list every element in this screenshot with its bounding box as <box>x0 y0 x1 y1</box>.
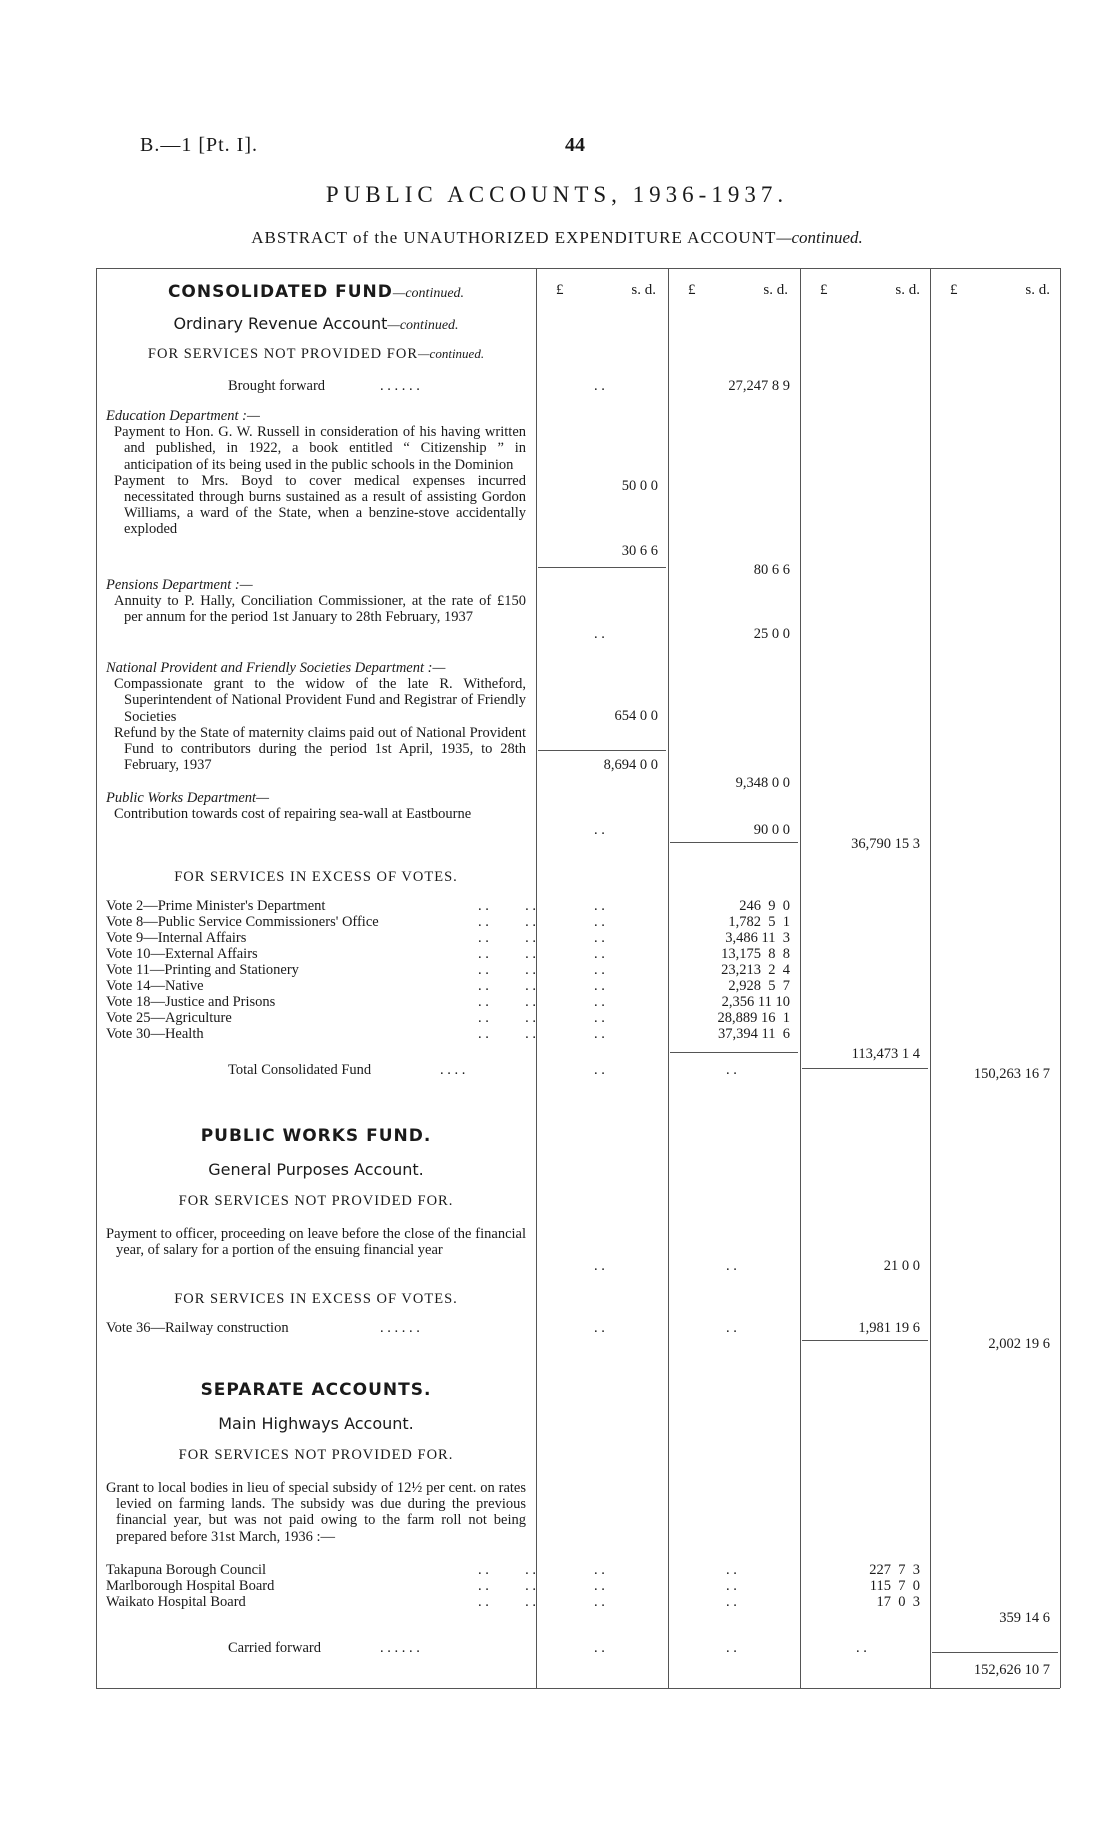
npfs-item1: Compassionate grant to the widow of the late R. Witheford, Superintendent of National Provident Fund and Registrar of Friendly Societies <box>114 676 526 725</box>
separate-sub-heading: Main Highways Account. <box>218 1414 414 1433</box>
education-section <box>106 408 526 538</box>
leader-dots: . . . . <box>478 978 536 994</box>
total-consolidated-rule <box>802 1068 928 1069</box>
separate-heading: SEPARATE ACCOUNTS. <box>200 1380 432 1400</box>
vote-value: 37,394 11 6 <box>718 1026 790 1042</box>
vote-row <box>106 930 536 946</box>
leader-dots: . . . . <box>478 930 536 946</box>
edu-subtotal-rule <box>538 567 666 568</box>
grant-value: 17 0 3 <box>876 1594 920 1610</box>
pwf-item-value: 21 0 0 <box>883 1258 920 1274</box>
leader-dots: . . . . <box>478 1026 536 1042</box>
leader-dots: . . . . . . <box>380 1320 420 1336</box>
document-code: B.—1 [Pt. I]. <box>140 134 258 156</box>
not-provided-heading: FOR SERVICES NOT PROVIDED FOR—continued. <box>147 346 485 362</box>
excess-subtotal-rule <box>670 1052 798 1053</box>
leader-dots: . . <box>726 1578 737 1594</box>
pwf-not-provided-heading: FOR SERVICES NOT PROVIDED FOR. <box>178 1193 454 1209</box>
npfs-item2-value: 8,694 0 0 <box>603 757 658 773</box>
pwf-total-rule <box>802 1340 928 1341</box>
pensions-dept-label: Pensions Department :— <box>106 577 253 593</box>
pension-value: 25 0 0 <box>753 626 790 642</box>
leader-dots: . . <box>594 1258 605 1274</box>
leader-dots: . . <box>726 1062 737 1078</box>
grants-values <box>810 1562 920 1610</box>
npfs-subtotal-rule <box>538 750 666 751</box>
leader-dots: . . . . <box>478 1578 536 1594</box>
grant-label: Waikato Hospital Board <box>106 1594 246 1610</box>
leader-dots: . . <box>594 1320 605 1336</box>
not-provided-subtotal-rule <box>670 842 798 843</box>
grant-row <box>106 1578 536 1594</box>
vote-row <box>106 1026 536 1042</box>
pwf-vote-value: 1,981 19 6 <box>858 1320 920 1336</box>
grant-value: 227 7 3 <box>869 1562 920 1578</box>
education-dept-label: Education Department :— <box>106 408 260 424</box>
col-rule-3 <box>800 268 801 1688</box>
vote-value: 28,889 16 1 <box>717 1010 790 1026</box>
vote-row <box>106 994 536 1010</box>
vote-value: 2,356 11 10 <box>721 994 790 1010</box>
pwf-excess-heading: FOR SERVICES IN EXCESS OF VOTES. <box>174 1291 458 1307</box>
page-title: PUBLIC ACCOUNTS, 1936-1937. <box>325 182 789 207</box>
edu-item2: Payment to Mrs. Boyd to cover medical expenses incurred necessitated through burns sustained as a result of assisting Gordon Williams, a ward of the State, when a benzine-stove accidentally exploded <box>114 472 526 538</box>
page-number: 44 <box>565 134 585 156</box>
pw-section <box>106 790 526 822</box>
leader-dots: . . <box>594 898 605 914</box>
votes-list <box>106 898 536 1042</box>
leader-dots: . . <box>594 1640 605 1656</box>
vote-value: 23,213 2 4 <box>721 962 790 978</box>
separate-not-provided-heading: FOR SERVICES NOT PROVIDED FOR. <box>178 1447 454 1463</box>
leader-dots: . . <box>726 1640 737 1656</box>
page-subtitle <box>0 228 1114 248</box>
pwf-vote-label: Vote 36—Railway construction <box>106 1320 289 1336</box>
leader-dots: . . <box>594 1594 605 1610</box>
npfs-dept-label: National Provident and Friendly Societies Department :— <box>106 660 446 676</box>
vote-label: Vote 14—Native <box>106 978 204 994</box>
subtitle-main: ABSTRACT of the UNAUTHORIZED EXPENDITURE ACCOUNT <box>251 228 777 247</box>
leader-dots: . . . . <box>478 962 536 978</box>
pwf-total-value: 2,002 19 6 <box>988 1336 1050 1352</box>
vote-row <box>106 1010 536 1026</box>
leader-dots: . . <box>594 930 605 946</box>
col1-head: £ s. d. <box>556 282 656 298</box>
not-provided-total: 36,790 15 3 <box>851 836 920 852</box>
pwf-item: Payment to officer, proceeding on leave before the close of the financial year, of salary for a portion of the ensuing financial year <box>106 1226 526 1259</box>
carried-forward-rule <box>932 1652 1058 1653</box>
edu-item2-value: 30 6 6 <box>621 543 658 559</box>
npfs-item1-value: 654 0 0 <box>614 708 658 724</box>
leader-dots: . . <box>726 1320 737 1336</box>
leader-dots: . . <box>594 994 605 1010</box>
vote-label: Vote 30—Health <box>106 1026 204 1042</box>
table-right-rule <box>1060 268 1061 1688</box>
grants-list <box>106 1562 536 1610</box>
total-consolidated-label: Total Consolidated Fund <box>228 1062 372 1078</box>
vote-value: 13,175 8 8 <box>721 946 790 962</box>
pwf-heading: PUBLIC WORKS FUND. <box>200 1126 432 1146</box>
brought-forward-value: 27,247 8 9 <box>728 378 790 394</box>
vote-label: Vote 9—Internal Affairs <box>106 930 247 946</box>
excess-total: 113,473 1 4 <box>851 1046 920 1062</box>
pw-value: 90 0 0 <box>753 822 790 838</box>
col4-head: £ s. d. <box>950 282 1050 298</box>
npfs-section <box>106 660 526 773</box>
ordinary-revenue-heading: Ordinary Revenue Account—continued. <box>173 314 459 333</box>
col-rule-4 <box>930 268 931 1688</box>
edu-item1-value: 50 0 0 <box>621 478 658 494</box>
brought-forward-label: Brought forward <box>228 378 326 394</box>
leader-dots: . . <box>594 946 605 962</box>
leader-dots: . . <box>594 1562 605 1578</box>
vote-label: Vote 8—Public Service Commissioners' Office <box>106 914 379 930</box>
pensions-section <box>106 577 526 626</box>
pwf-sub-heading: General Purposes Account. <box>208 1160 424 1179</box>
vote-label: Vote 2—Prime Minister's Department <box>106 898 326 914</box>
vote-value: 3,486 11 3 <box>725 930 790 946</box>
votes-values <box>680 898 790 1042</box>
table-left-rule <box>96 268 97 1688</box>
npfs-item2: Refund by the State of maternity claims paid out of National Provident Fund to contributors during the period 1st April, 1935, to 28th February, 1937 <box>114 724 526 774</box>
leader-dots: . . . . <box>478 1594 536 1610</box>
subtitle-continued: —continued. <box>776 228 863 247</box>
leader-dots: . . <box>856 1640 867 1656</box>
leader-dots: . . <box>726 1594 737 1610</box>
leader-dots: . . <box>594 378 605 394</box>
separate-total-value: 359 14 6 <box>999 1610 1050 1626</box>
leader-dots: . . . . <box>478 1562 536 1578</box>
grant-value: 115 7 0 <box>869 1578 920 1594</box>
vote-value: 1,782 5 1 <box>728 914 790 930</box>
total-consolidated-value: 150,263 16 7 <box>973 1066 1050 1082</box>
leader-dots: . . . . <box>478 914 536 930</box>
leader-dots: . . <box>594 1578 605 1594</box>
col2-head: £ s. d. <box>688 282 788 298</box>
leader-dots: . . <box>726 1258 737 1274</box>
vote-label: Vote 10—External Affairs <box>106 946 258 962</box>
vote-row <box>106 946 536 962</box>
leader-dots: . . <box>594 822 605 838</box>
vote-label: Vote 18—Justice and Prisons <box>106 994 276 1010</box>
vote-row <box>106 962 536 978</box>
leader-dots: . . . . <box>478 994 536 1010</box>
leader-dots: . . <box>594 962 605 978</box>
pw-dept-label: Public Works Department— <box>106 790 269 806</box>
grant-label: Marlborough Hospital Board <box>106 1578 275 1594</box>
leader-dots: . . <box>594 914 605 930</box>
vote-value: 2,928 5 7 <box>728 978 790 994</box>
grant-row <box>106 1594 536 1610</box>
separate-item: Grant to local bodies in lieu of special subsidy of 12½ per cent. on rates levied on farming lands. The subsidy was due during the previous financial year, but was not paid owing to the farm roll not being prepared before 31st March, 1936 :— <box>106 1480 526 1545</box>
table-bottom-rule <box>96 1688 1060 1689</box>
leader-dots: . . . . . . <box>380 378 420 394</box>
vote-label: Vote 25—Agriculture <box>106 1010 232 1026</box>
grant-row <box>106 1562 536 1578</box>
col-rule-1 <box>536 268 537 1688</box>
vote-row <box>106 898 536 914</box>
vote-label: Vote 11—Printing and Stationery <box>106 962 299 978</box>
col-rule-2 <box>668 268 669 1688</box>
leader-dots: . . <box>594 1062 605 1078</box>
pension-item: Annuity to P. Hally, Conciliation Commissioner, at the rate of £150 per annum for the period 1st January to 28th February, 1937 <box>114 593 526 626</box>
grant-label: Takapuna Borough Council <box>106 1562 267 1578</box>
leader-dots: . . . . <box>478 898 536 914</box>
leader-dots: . . <box>594 978 605 994</box>
vote-row <box>106 914 536 930</box>
leader-dots: . . <box>594 1010 605 1026</box>
leader-dots: . . . . <box>440 1062 466 1078</box>
carried-forward-label: Carried forward <box>228 1640 321 1656</box>
leader-dots: . . . . . . <box>380 1640 420 1656</box>
carried-forward-value: 152,626 10 7 <box>973 1662 1050 1678</box>
vote-row <box>106 978 536 994</box>
consolidated-heading: CONSOLIDATED FUND—continued. <box>167 282 465 302</box>
excess-heading: FOR SERVICES IN EXCESS OF VOTES. <box>174 869 458 885</box>
leader-dots: . . <box>594 626 605 642</box>
edu-total: 80 6 6 <box>753 562 790 578</box>
leader-dots: . . <box>726 1562 737 1578</box>
vote-value: 246 9 0 <box>739 898 790 914</box>
npfs-total: 9,348 0 0 <box>735 775 790 791</box>
leader-dots: . . . . <box>478 1010 536 1026</box>
edu-item1: Payment to Hon. G. W. Russell in consideration of his having written and published, in 1922, a book entitled “ Citizenship ” in anticipation of its being used in the public schools in the Dominion <box>114 424 526 473</box>
leader-dots: . . . . <box>478 946 536 962</box>
leader-dots: . . <box>594 1026 605 1042</box>
pw-item: Contribution towards cost of repairing sea-wall at Eastbourne <box>114 806 472 823</box>
col3-head: £ s. d. <box>820 282 920 298</box>
table-top-rule <box>96 268 1060 269</box>
